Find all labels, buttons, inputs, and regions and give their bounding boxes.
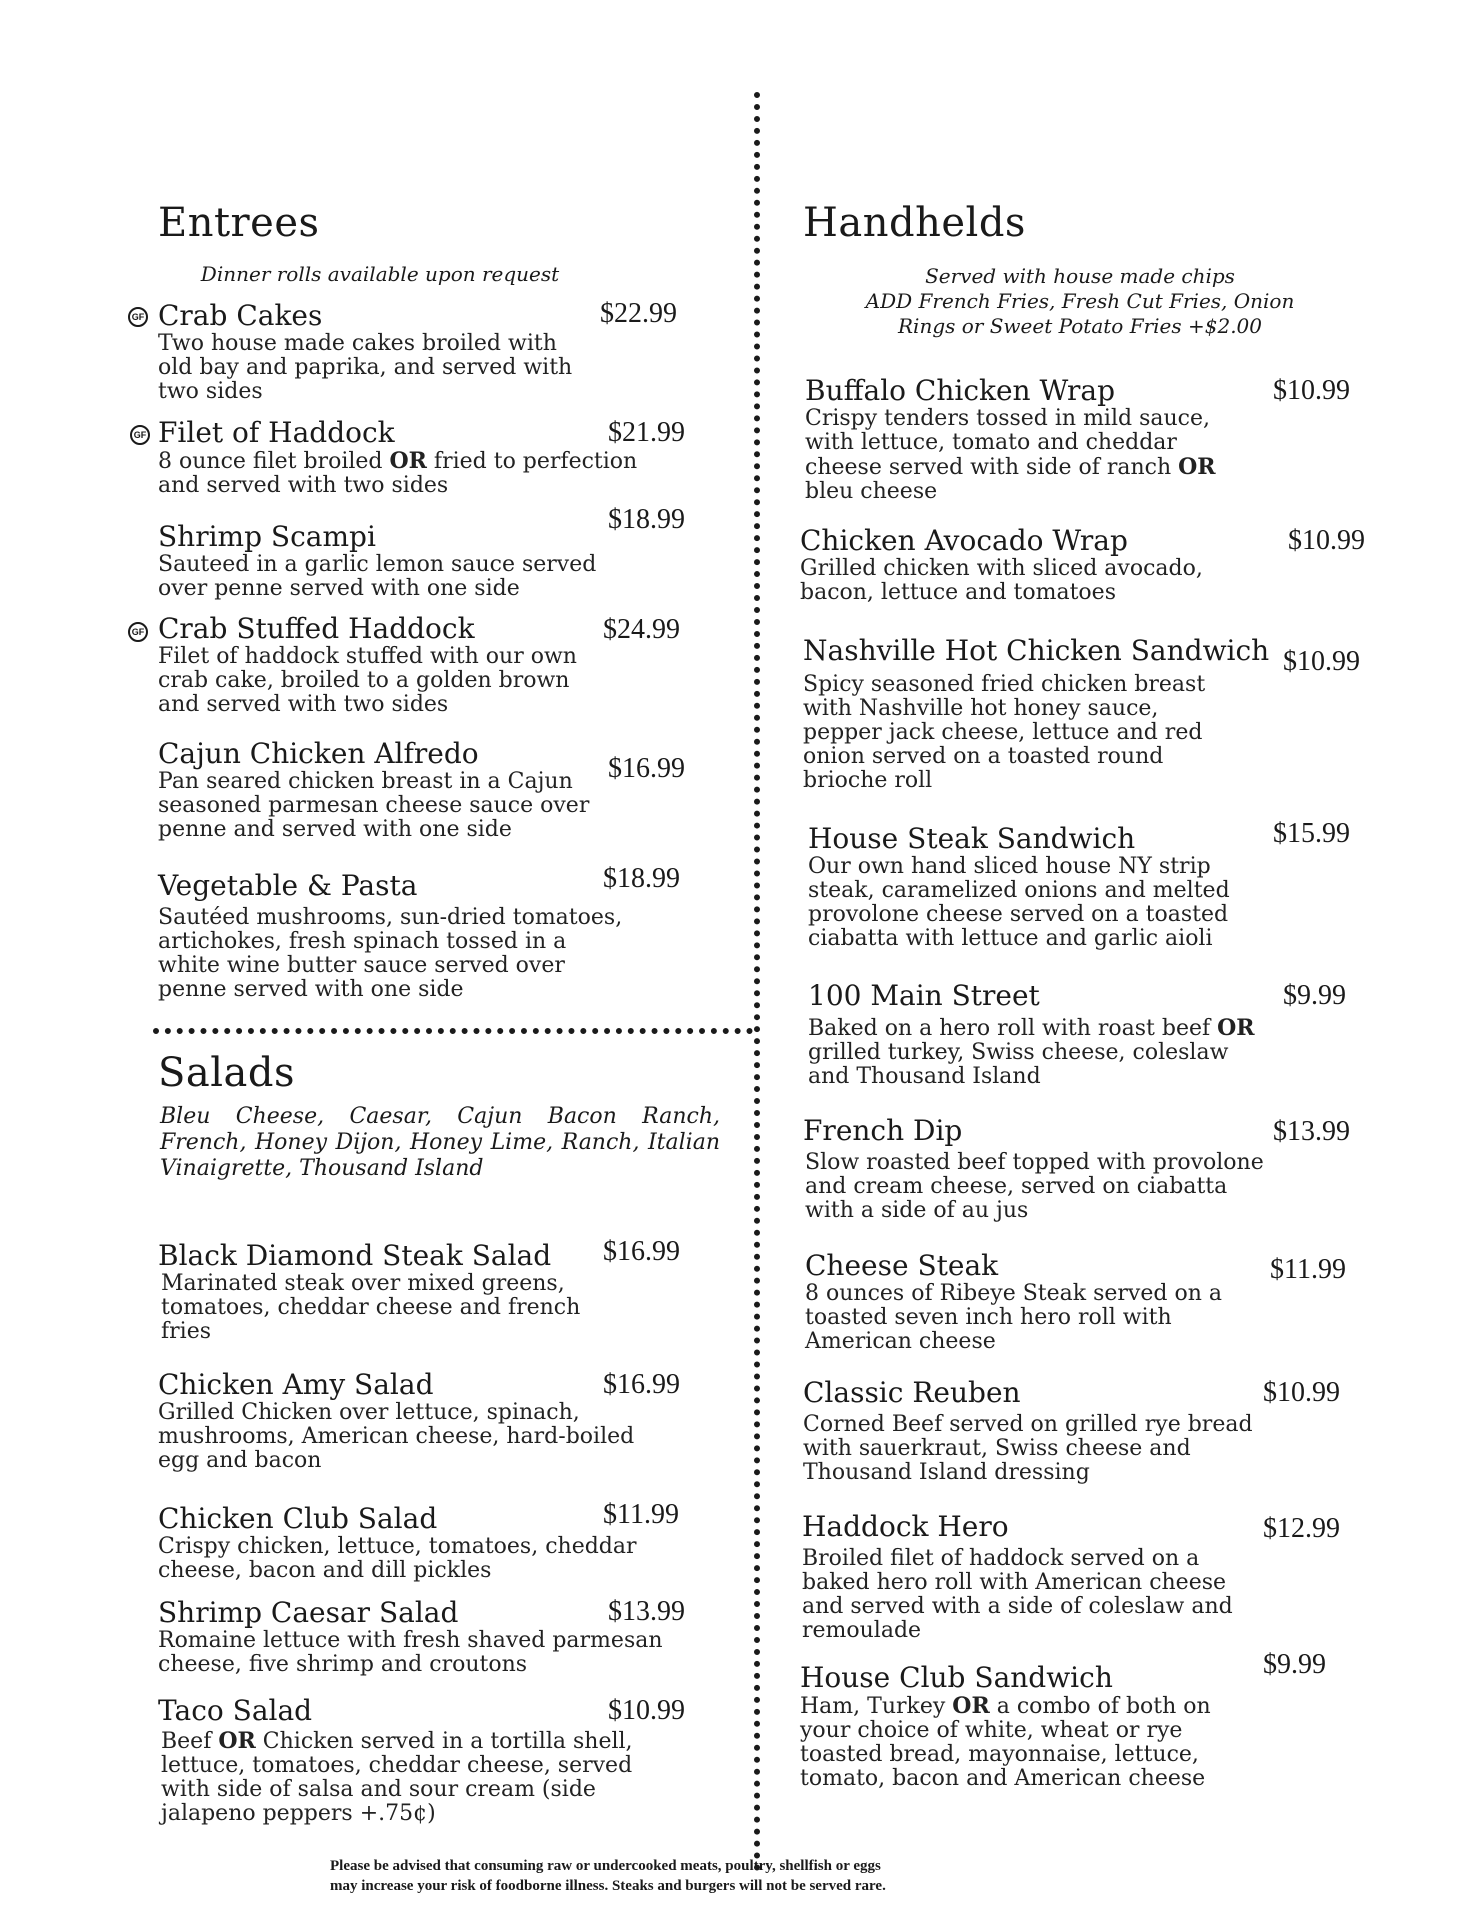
item-description: Crispy tenders tossed in mild sauce, with lettuce, tomato and cheddar cheese served with side of ranch OR bleu cheese xyxy=(805,406,1216,504)
item-name: Nashville Hot Chicken Sandwich xyxy=(803,634,1270,667)
menu-item-chicken-amy-salad xyxy=(158,1369,658,1473)
item-description: Spicy seasoned fried chicken breast with Nashville hot honey sauce, pepper jack cheese, lettuce and red onion served on a toasted round brioche roll xyxy=(803,672,1206,793)
item-price: $13.99 xyxy=(1273,1116,1350,1147)
item-description: Pan seared chicken breast in a Cajun seasoned parmesan cheese sauce over penne and served with one side xyxy=(158,769,590,842)
item-price: $9.99 xyxy=(1263,1649,1326,1680)
item-description: Baked on a hero roll with roast beef OR grilled turkey, Swiss cheese, coleslaw and Thousand Island xyxy=(808,1015,1255,1089)
item-price: $10.99 xyxy=(1263,1377,1340,1408)
item-name: Vegetable & Pasta xyxy=(158,869,418,902)
item-name: Haddock Hero xyxy=(802,1510,1009,1543)
salads-title: Salads xyxy=(158,1050,296,1096)
menu-item-buffalo-chicken-wrap xyxy=(805,375,1235,504)
item-price: $11.99 xyxy=(603,1499,679,1530)
item-name: Classic Reuben xyxy=(803,1376,1021,1409)
item-price: $10.99 xyxy=(1273,375,1350,406)
item-name: Black Diamond Steak Salad xyxy=(158,1239,552,1272)
menu-item-classic-reuben xyxy=(803,1377,1253,1485)
menu-item-house-steak-sandwich xyxy=(808,823,1248,951)
menu-item-nashville-hot-chicken-sandwich xyxy=(803,635,1273,793)
item-price: $15.99 xyxy=(1273,818,1350,849)
item-description: Grilled chicken with sliced avocado, bacon, lettuce and tomatoes xyxy=(800,556,1203,605)
item-description: Marinated steak over mixed greens, tomatoes, cheddar cheese and french fries xyxy=(161,1271,581,1344)
menu-item-black-diamond-steak-salad xyxy=(158,1240,598,1344)
item-name: Filet of Haddock xyxy=(158,416,395,449)
item-description: Our own hand sliced house NY strip steak, caramelized onions and melted provolone cheese served on a toasted ciabatta with lettuce and garlic aioli xyxy=(808,854,1230,951)
menu-item-100-main-street xyxy=(808,980,1268,1089)
handhelds-title: Handhelds xyxy=(803,200,1026,246)
item-name: French Dip xyxy=(803,1114,963,1147)
item-price: $18.99 xyxy=(608,504,685,535)
item-name: Cajun Chicken Alfredo xyxy=(158,737,479,770)
item-name: Shrimp Caesar Salad xyxy=(158,1596,459,1629)
gluten-free-icon: GF xyxy=(128,307,148,327)
item-name: Chicken Avocado Wrap xyxy=(800,524,1128,557)
vertical-dotted-divider xyxy=(754,92,760,1872)
item-name: House Steak Sandwich xyxy=(808,822,1136,855)
item-price: $12.99 xyxy=(1263,1513,1340,1544)
entrees-title: Entrees xyxy=(158,200,320,246)
gluten-free-icon: GF xyxy=(128,622,148,642)
menu-item-shrimp-scampi xyxy=(158,521,618,601)
gluten-free-icon: GF xyxy=(130,425,150,445)
menu-item-shrimp-caesar-salad xyxy=(158,1597,678,1677)
item-description: Filet of haddock stuffed with our own crab cake, broiled to a golden brown and served with two sides xyxy=(158,644,577,717)
item-price: $11.99 xyxy=(1270,1254,1346,1285)
item-name: Chicken Amy Salad xyxy=(158,1368,434,1401)
item-name: Chicken Club Salad xyxy=(158,1502,438,1535)
menu-item-crab-stuffed-haddock xyxy=(158,613,608,717)
item-description: Corned Beef served on grilled rye bread with sauerkraut, Swiss cheese and Thousand Island dressing xyxy=(803,1412,1253,1485)
item-description: 8 ounce filet broiled OR fried to perfection and served with two sides xyxy=(158,448,638,498)
item-name: Crab Stuffed Haddock xyxy=(158,612,475,645)
item-name: Shrimp Scampi xyxy=(158,520,376,553)
menu-item-haddock-hero xyxy=(802,1511,1252,1643)
item-description: Broiled filet of haddock served on a baked hero roll with American cheese and served with a side of coleslaw and remoulade xyxy=(802,1546,1233,1643)
item-description: Two house made cakes broiled with old bay and paprika, and served with two sides xyxy=(158,331,573,404)
item-description: 8 ounces of Ribeye Steak served on a toasted seven inch hero roll with American cheese xyxy=(805,1281,1222,1354)
menu-item-filet-of-haddock xyxy=(158,417,648,498)
handhelds-note: Served with house made chips ADD French Fries, Fresh Cut Fries, Onion Rings or Sweet Potato Fries +$2.00 xyxy=(865,264,1295,338)
item-price: $22.99 xyxy=(600,298,677,329)
item-name: 100 Main Street xyxy=(808,979,1040,1012)
salad-dressings-list: Bleu Cheese, Caesar, Cajun Bacon Ranch, French, Honey Dijon, Honey Lime, Ranch, Italian Vinaigrette, Thousand Island xyxy=(160,1104,720,1181)
entrees-note: Dinner rolls available upon request xyxy=(200,262,560,286)
food-safety-disclaimer: Please be advised that consuming raw or undercooked meats, poultry, shellfish or eggs may increase your risk of foodborne illness. Steaks and burgers will not be served rare. xyxy=(330,1858,886,1894)
item-description: Sautéed mushrooms, sun-dried tomatoes, artichokes, fresh spinach tossed in a white wine butter sauce served over penne served with one side xyxy=(158,905,623,1002)
item-description: Ham, Turkey OR a combo of both on your choice of white, wheat or rye toasted bread, mayonnaise, lettuce, tomato, bacon and American cheese xyxy=(800,1693,1211,1791)
item-description: Beef OR Chicken served in a tortilla shell, lettuce, tomatoes, cheddar cheese, served with side of salsa and sour cream (side jalapeno peppers +.75¢) xyxy=(161,1728,633,1826)
menu-item-crab-cakes xyxy=(158,300,598,404)
item-price: $10.99 xyxy=(1283,646,1360,677)
item-price: $18.99 xyxy=(603,863,680,894)
item-price: $24.99 xyxy=(603,614,680,645)
menu-item-french-dip xyxy=(803,1115,1273,1223)
item-price: $16.99 xyxy=(603,1369,680,1400)
item-price: $10.99 xyxy=(608,1695,685,1726)
item-description: Romaine lettuce with fresh shaved parmesan cheese, five shrimp and croutons xyxy=(158,1628,663,1677)
item-name: Cheese Steak xyxy=(805,1249,999,1282)
item-price: $16.99 xyxy=(608,753,685,784)
menu-item-cajun-chicken-alfredo xyxy=(158,738,618,842)
menu-item-chicken-avocado-wrap xyxy=(800,525,1240,605)
menu-item-cheese-steak xyxy=(805,1250,1245,1354)
menu-item-house-club-sandwich xyxy=(800,1662,1240,1791)
item-price: $9.99 xyxy=(1283,980,1346,1011)
item-description: Slow roasted beef topped with provolone and cream cheese, served on ciabatta with a side of au jus xyxy=(805,1150,1264,1223)
item-name: Taco Salad xyxy=(158,1694,313,1727)
menu-item-taco-salad xyxy=(158,1695,638,1826)
item-description: Crispy chicken, lettuce, tomatoes, cheddar cheese, bacon and dill pickles xyxy=(158,1534,637,1583)
item-description: Sauteed in a garlic lemon sauce served over penne served with one side xyxy=(158,552,597,601)
menu-item-chicken-club-salad xyxy=(158,1503,638,1583)
item-price: $13.99 xyxy=(608,1596,685,1627)
item-name: House Club Sandwich xyxy=(800,1661,1113,1694)
item-price: $10.99 xyxy=(1288,525,1365,556)
item-name: Crab Cakes xyxy=(158,299,323,332)
item-name: Buffalo Chicken Wrap xyxy=(805,374,1115,407)
item-price: $16.99 xyxy=(603,1236,680,1267)
item-price: $21.99 xyxy=(608,417,685,448)
menu-item-vegetable-and-pasta xyxy=(158,870,628,1002)
horizontal-dotted-divider xyxy=(153,1028,753,1034)
item-description: Grilled Chicken over lettuce, spinach, mushrooms, American cheese, hard-boiled egg and bacon xyxy=(158,1400,635,1473)
